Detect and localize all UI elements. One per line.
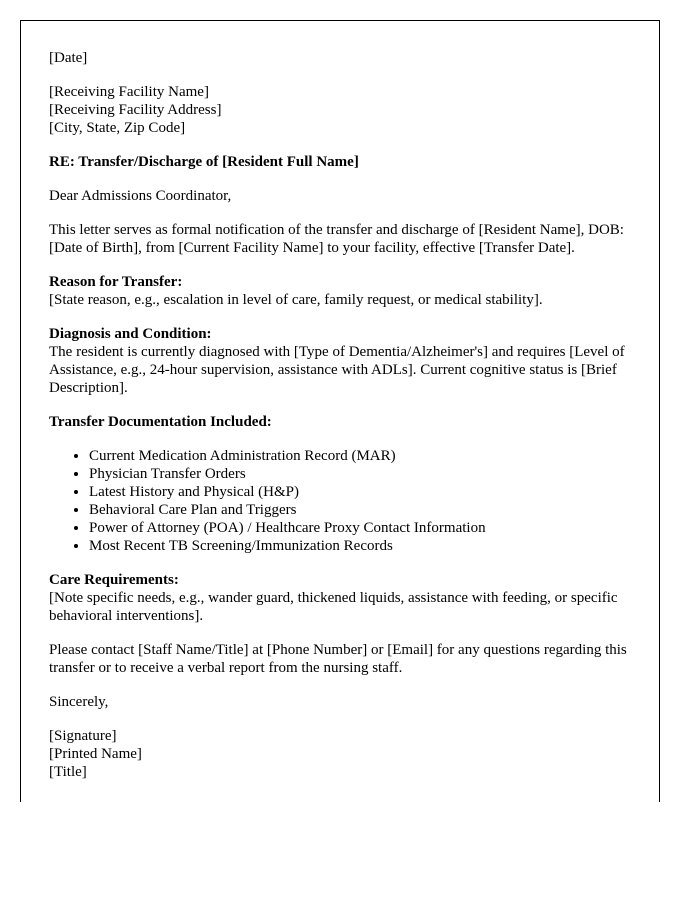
list-item: • Physician Transfer Orders [89,465,631,483]
list-item: • Latest History and Physical (H&P) [89,483,631,501]
care-section [49,571,631,625]
printed-name-line: [Printed Name] [49,746,142,762]
letter-date-block [49,49,631,67]
recipient-facility-address: [Receiving Facility Address] [49,102,222,118]
documentation-heading: Transfer Documentation Included: [49,414,272,430]
reason-section [49,273,631,309]
reason-text: [State reason, e.g., escalation in level of care, family request, or medical stability]. [49,292,543,308]
diagnosis-heading: Diagnosis and Condition: [49,326,212,342]
list-item: • Behavioral Care Plan and Triggers [89,501,631,519]
letter-intro: This letter serves as formal notification of the transfer and discharge of [Resident Name], DOB: [Date of Birth], from [Current Facility Name] to your facility, effective [Transfer Date]. [49,222,624,256]
letter-subject: RE: Transfer/Discharge of [Resident Full Name] [49,154,359,170]
salutation-block [49,187,631,205]
letter-salutation: Dear Admissions Coordinator, [49,188,232,204]
diagnosis-section [49,325,631,397]
list-item: • Power of Attorney (POA) / Healthcare Proxy Contact Information [89,519,631,537]
contact-text: Please contact [Staff Name/Title] at [Phone Number] or [Email] for any questions regarding this transfer or to receive a verbal report from the nursing staff. [49,642,627,676]
closing-block [49,693,631,711]
signature-line: [Signature] [49,728,117,744]
title-line: [Title] [49,764,87,780]
list-item: • Most Recent TB Screening/Immunization Records [89,537,631,555]
documentation-heading-block [49,413,631,431]
letter-page [20,20,660,802]
intro-block [49,221,631,257]
signature-block [49,727,631,781]
subject-block [49,153,631,171]
care-heading: Care Requirements: [49,572,179,588]
diagnosis-text: The resident is currently diagnosed with [Type of Dementia/Alzheimer's] and requires [Level of Assistance, e.g., 24-hour supervision, assistance with ADLs]. Current cognitive status is [Brief Description]. [49,344,625,396]
contact-block [49,641,631,677]
recipient-facility-name: [Receiving Facility Name] [49,84,209,100]
letter-date: [Date] [49,50,88,66]
list-item: • Current Medication Administration Record (MAR) [89,447,631,465]
recipient-address-block [49,83,631,137]
reason-heading: Reason for Transfer: [49,274,183,290]
recipient-city-state-zip: [City, State, Zip Code] [49,120,186,136]
letter-closing: Sincerely, [49,694,109,710]
documentation-list [49,447,631,555]
care-text: [Note specific needs, e.g., wander guard, thickened liquids, assistance with feeding, or specific behavioral interventions]. [49,590,618,624]
